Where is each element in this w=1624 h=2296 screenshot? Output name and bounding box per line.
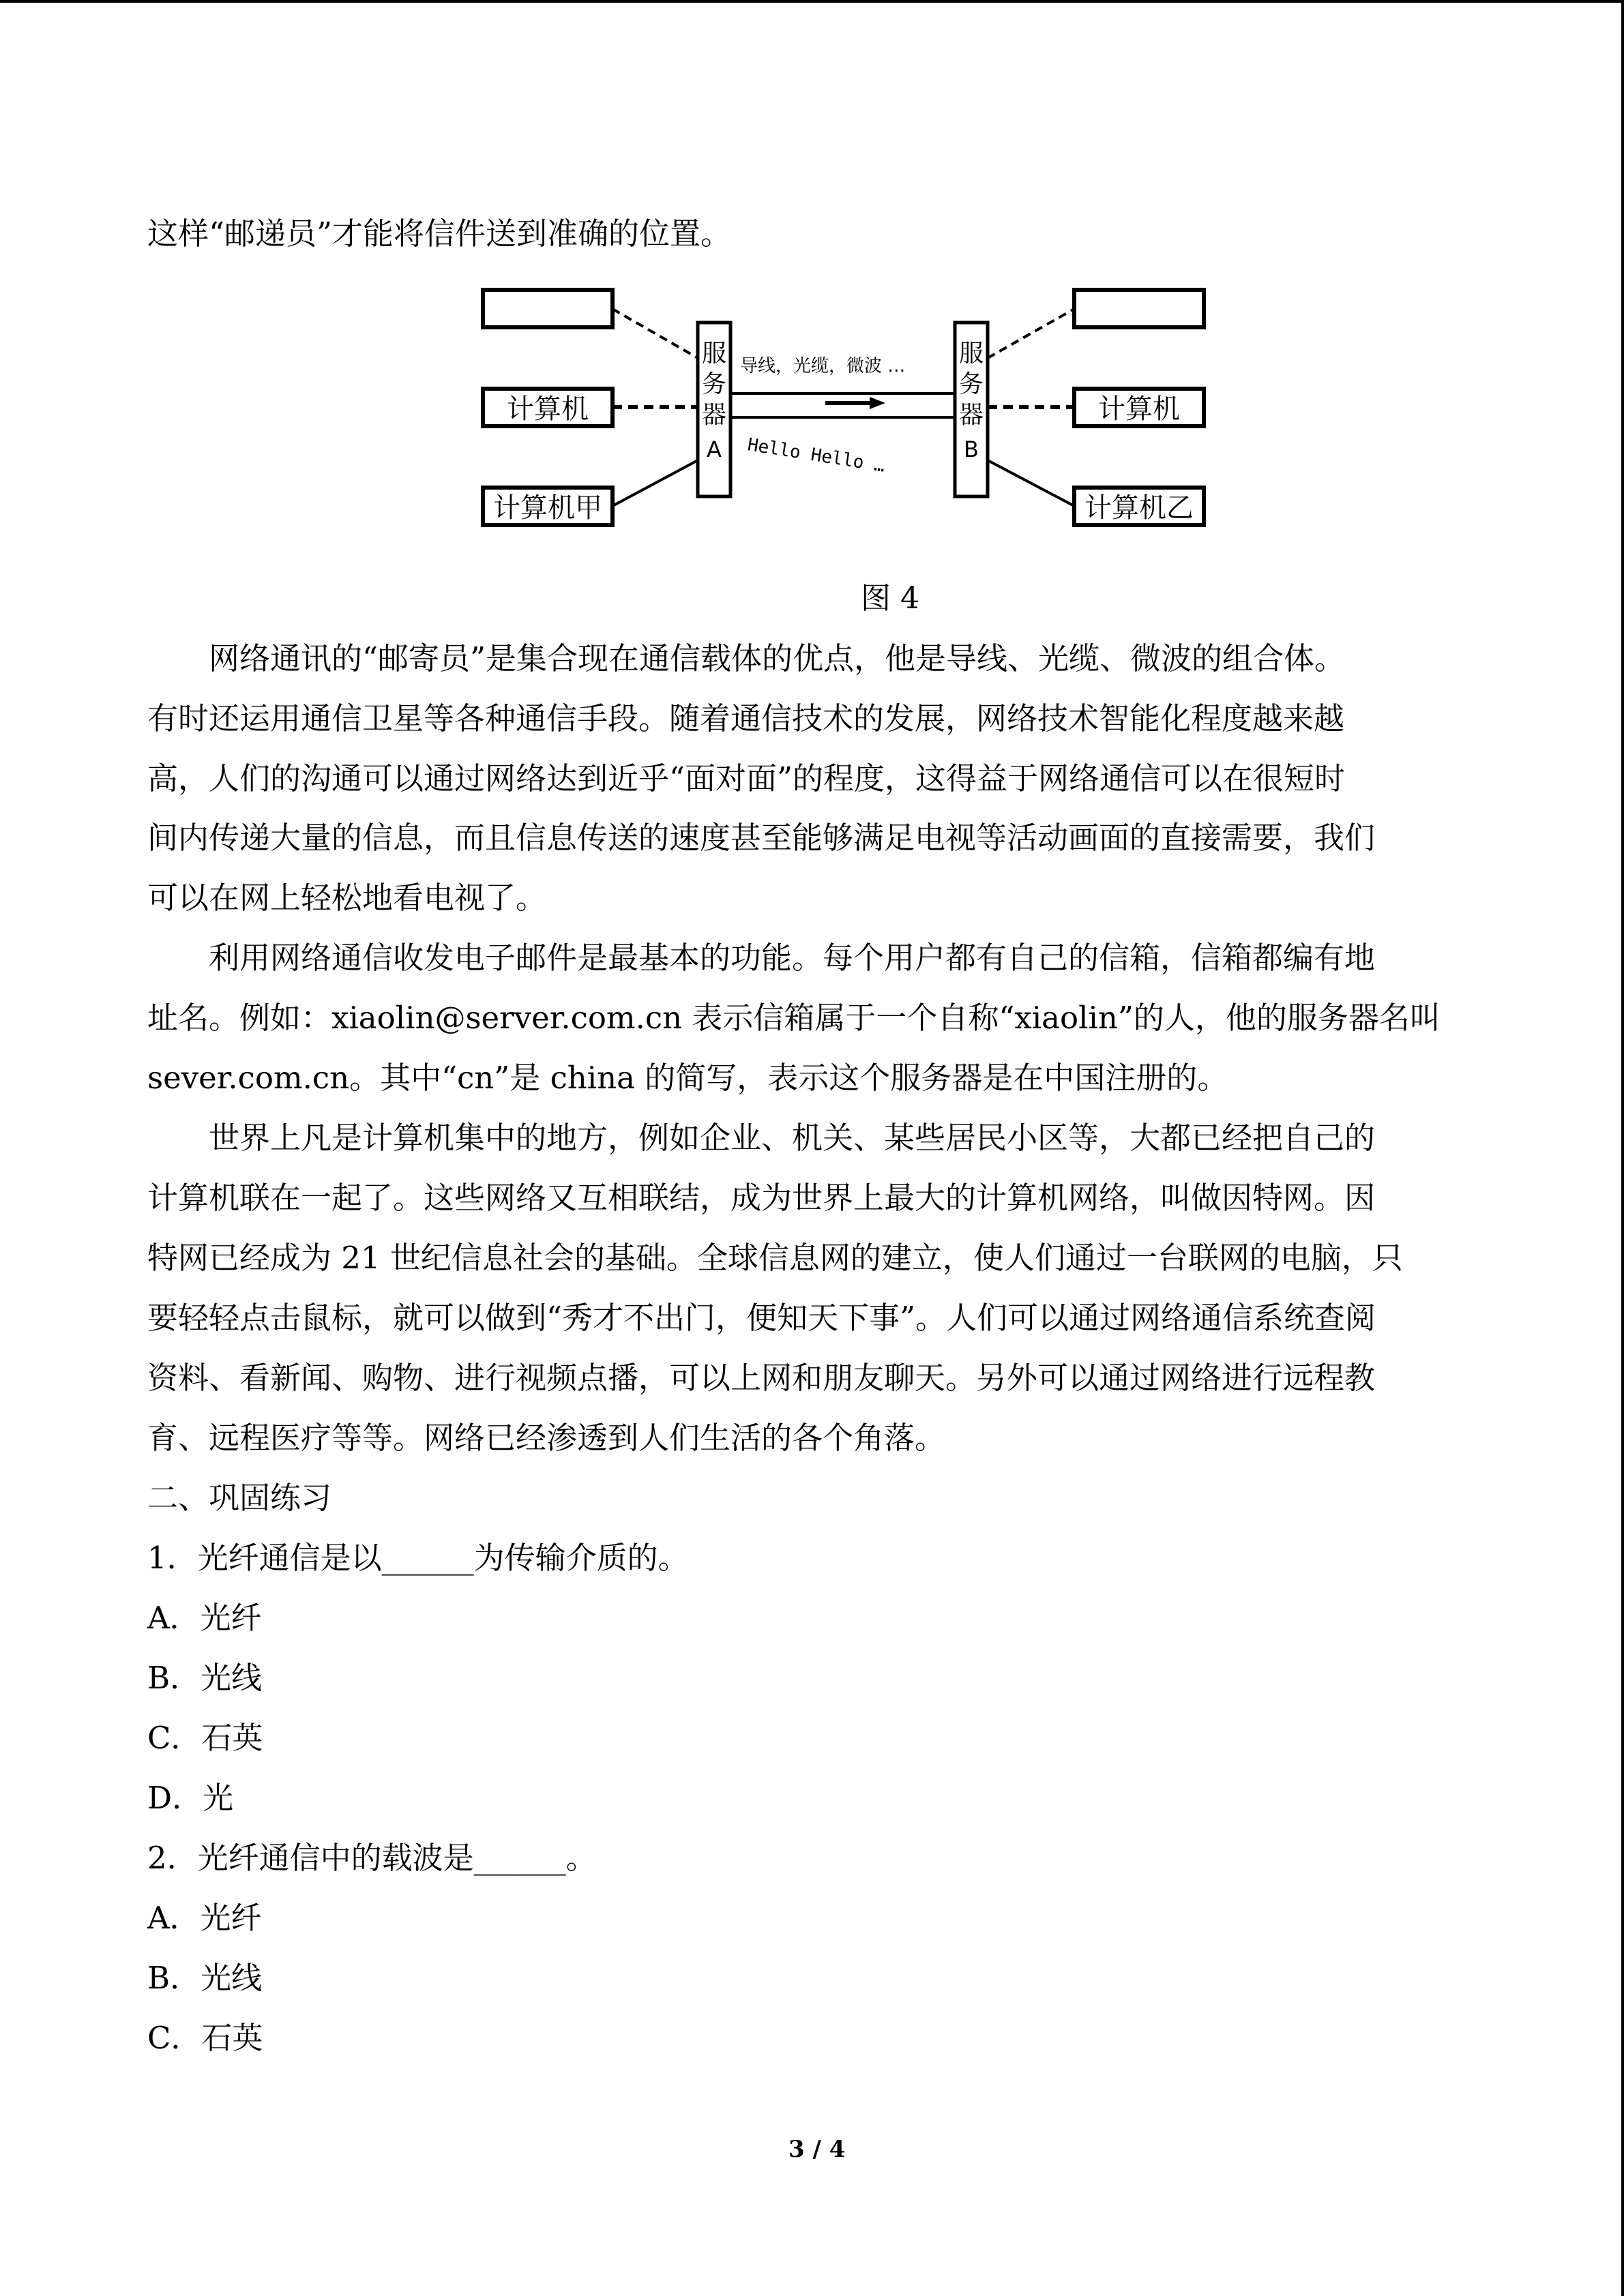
question-1-option-c: C．石英 <box>147 1720 263 1756</box>
paragraph-3-line-4: 要轻轻点击鼠标，就可以做到“秀才不出门，便知天下事”。人们可以通过网络通信系统查阅 <box>147 1300 1376 1336</box>
paragraph-1-line-5: 可以在网上轻松地看电视了。 <box>147 880 547 916</box>
computer-bottom-right-label: 计算机乙 <box>1084 492 1194 524</box>
computer-mid-left-label: 计算机 <box>507 393 589 425</box>
link-bottom-right <box>988 460 1074 506</box>
figure-caption: 图 4 <box>861 581 919 616</box>
server-b-char-1: 服 <box>958 340 984 368</box>
paragraph-2-line-3: sever.com.cn。其中“cn”是 china 的简写，表示这个服务器是在中国注册的。 <box>147 1060 1228 1096</box>
message-label: Hello Hello … <box>745 434 887 477</box>
computer-top-right-box <box>1074 290 1204 327</box>
question-1-option-b: B．光线 <box>147 1660 263 1696</box>
question-2-option-b: B．光线 <box>147 1960 263 1996</box>
question-2-stem: 2．光纤通信中的载波是______。 <box>147 1840 597 1876</box>
paragraph-1-line-4: 间内传递大量的信息，而且信息传送的速度甚至能够满足电视等活动画面的直接需要，我们 <box>147 820 1376 856</box>
paragraph-3-line-1: 世界上凡是计算机集中的地方，例如企业、机关、某些居民小区等，大都已经把自己的 <box>209 1120 1376 1156</box>
paragraph-2-line-2: 址名。例如：xiaolin@server.com.cn 表示信箱属于一个自称“xiaolin”的人，他的服务器名叫 <box>147 1000 1441 1036</box>
question-2-option-c: C．石英 <box>147 2020 263 2056</box>
paragraph-1-line-1: 网络通讯的“邮寄员”是集合现在通信载体的优点，他是导线、光缆、微波的组合体。 <box>209 640 1346 676</box>
server-b-char-2: 务 <box>958 370 984 398</box>
question-1-option-d: D．光 <box>147 1780 234 1816</box>
server-a-char-3: 器 <box>701 401 727 429</box>
server-a-char-1: 服 <box>701 340 727 368</box>
network-diagram <box>477 276 1221 539</box>
server-b-char-4: B <box>964 436 979 462</box>
link-top-left <box>612 309 698 358</box>
link-bottom-left <box>612 460 698 506</box>
paragraph-3-line-5: 资料、看新闻、购物、进行视频点播，可以上网和朋友聊天。另外可以通过网络进行远程教 <box>147 1360 1376 1396</box>
paragraph-1-line-2: 有时还运用通信卫星等各种通信手段。随着通信技术的发展，网络技术智能化程度越来越 <box>147 700 1345 736</box>
question-1-stem: 1．光纤通信是以______为传输介质的。 <box>147 1540 689 1576</box>
medium-label: 导线，光缆，微波 … <box>740 356 906 376</box>
paragraph-3-line-3: 特网已经成为 21 世纪信息社会的基础。全球信息网的建立，使人们通过一台联网的电脑，只 <box>147 1240 1403 1276</box>
trunk-arrow-head <box>870 397 885 409</box>
intro-line: 这样“邮递员”才能将信件送到准确的位置。 <box>147 215 732 252</box>
question-1-option-a: A．光纤 <box>147 1600 262 1636</box>
paragraph-2-line-1: 利用网络通信收发电子邮件是最基本的功能。每个用户都有自己的信箱，信箱都编有地 <box>209 940 1376 976</box>
section-title: 二、巩固练习 <box>147 1480 332 1516</box>
computer-bottom-left-label: 计算机甲 <box>493 492 602 524</box>
page-right-border <box>1621 0 1624 2296</box>
computer-mid-right-label: 计算机 <box>1098 393 1180 425</box>
paragraph-1-line-3: 高，人们的沟通可以通过网络达到近乎“面对面”的程度，这得益于网络通信可以在很短时 <box>147 760 1346 796</box>
question-2-option-a: A．光纤 <box>147 1900 262 1936</box>
paragraph-3-line-2: 计算机联在一起了。这些网络又互相联结，成为世界上最大的计算机网络，叫做因特网。因 <box>147 1180 1376 1216</box>
server-a-char-2: 务 <box>701 370 727 398</box>
computer-top-left-box <box>483 290 612 327</box>
server-a-char-4: A <box>707 436 722 462</box>
server-b-char-3: 器 <box>958 401 984 429</box>
link-top-right <box>988 309 1074 358</box>
page-top-border <box>0 0 1624 3</box>
page-number: 3 / 4 <box>788 2136 846 2163</box>
paragraph-3-line-6: 育、远程医疗等等。网络已经渗透到人们生活的各个角落。 <box>147 1420 946 1456</box>
